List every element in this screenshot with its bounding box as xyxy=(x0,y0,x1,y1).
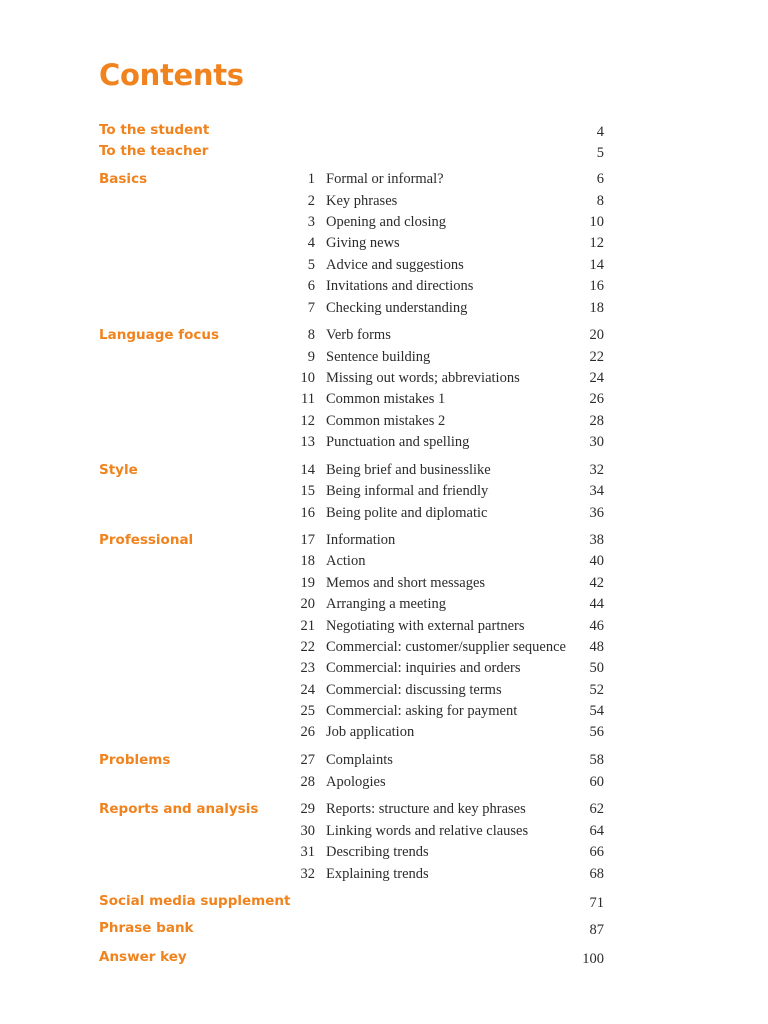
unit-title: Arranging a meeting xyxy=(326,596,446,612)
page-number: 60 xyxy=(589,774,604,790)
appendix-label: Answer key xyxy=(99,949,187,965)
page-title: Contents xyxy=(99,58,244,92)
unit-title: Opening and closing xyxy=(326,214,447,230)
unit-row xyxy=(290,392,604,410)
unit-row xyxy=(290,576,604,594)
unit-title: Commercial: asking for payment xyxy=(326,703,518,719)
unit-number: 9 xyxy=(307,349,315,365)
unit-row xyxy=(290,802,604,820)
page-number: 22 xyxy=(589,349,604,365)
unit-title: Action xyxy=(326,553,366,569)
page-number: 71 xyxy=(589,895,604,911)
page-number: 64 xyxy=(589,823,604,839)
unit-row xyxy=(290,463,604,481)
page-number: 42 xyxy=(589,575,604,591)
unit-number: 3 xyxy=(307,214,315,230)
unit-title: Commercial: inquiries and orders xyxy=(326,660,521,676)
unit-row xyxy=(290,640,604,658)
unit-title: Being polite and diplomatic xyxy=(326,505,488,521)
page-number: 46 xyxy=(589,618,604,634)
unit-title: Common mistakes 1 xyxy=(326,391,446,407)
unit-title: Job application xyxy=(326,724,415,740)
unit-title: Common mistakes 2 xyxy=(326,413,446,429)
unit-title: Giving news xyxy=(326,235,400,251)
page-number: 36 xyxy=(589,505,604,521)
unit-title: Complaints xyxy=(326,752,393,768)
page-number: 56 xyxy=(589,724,604,740)
page-number: 20 xyxy=(589,327,604,343)
unit-row xyxy=(290,753,604,771)
unit-number: 31 xyxy=(300,844,315,860)
page-number: 50 xyxy=(589,660,604,676)
page-number: 44 xyxy=(589,596,604,612)
appendix-label: Phrase bank xyxy=(99,920,194,936)
unit-number: 24 xyxy=(300,682,315,698)
page-number: 4 xyxy=(596,124,604,140)
unit-number: 5 xyxy=(307,257,315,273)
unit-title: Being informal and friendly xyxy=(326,483,489,499)
unit-title: Formal or informal? xyxy=(326,171,444,187)
unit-number: 25 xyxy=(300,703,315,719)
page-number: 14 xyxy=(589,257,604,273)
unit-row xyxy=(290,215,604,233)
appendix-row xyxy=(99,895,604,915)
page-number: 38 xyxy=(589,532,604,548)
section-heading: Reports and analysis xyxy=(99,801,259,817)
unit-number: 7 xyxy=(307,300,315,316)
unit-row xyxy=(290,845,604,863)
unit-row xyxy=(290,258,604,276)
unit-row xyxy=(290,725,604,743)
unit-title: Information xyxy=(326,532,396,548)
unit-number: 8 xyxy=(307,327,315,343)
page-number: 58 xyxy=(589,752,604,768)
section-heading: Style xyxy=(99,462,138,478)
unit-title: Being brief and businesslike xyxy=(326,462,491,478)
page-number: 8 xyxy=(596,193,604,209)
unit-row xyxy=(290,301,604,319)
unit-title: Invitations and directions xyxy=(326,278,474,294)
unit-row xyxy=(290,824,604,842)
page-number: 66 xyxy=(589,844,604,860)
unit-number: 12 xyxy=(300,413,315,429)
unit-title: Explaining trends xyxy=(326,866,429,882)
unit-title: Punctuation and spelling xyxy=(326,434,470,450)
page-number: 68 xyxy=(589,866,604,882)
unit-number: 21 xyxy=(300,618,315,634)
page-number: 40 xyxy=(589,553,604,569)
unit-number: 16 xyxy=(300,505,315,521)
unit-title: Linking words and relative clauses xyxy=(326,823,529,839)
page-number: 32 xyxy=(589,462,604,478)
unit-number: 4 xyxy=(307,235,315,251)
unit-row xyxy=(290,279,604,297)
unit-title: Sentence building xyxy=(326,349,431,365)
unit-number: 29 xyxy=(300,801,315,817)
unit-title: Commercial: customer/supplier sequence xyxy=(326,639,566,655)
unit-row xyxy=(290,661,604,679)
unit-row xyxy=(290,435,604,453)
unit-title: Describing trends xyxy=(326,844,429,860)
unit-row xyxy=(290,867,604,885)
unit-number: 2 xyxy=(307,193,315,209)
unit-number: 19 xyxy=(300,575,315,591)
section-heading: Language focus xyxy=(99,327,220,343)
unit-title: Apologies xyxy=(326,774,386,790)
page-number: 12 xyxy=(589,235,604,251)
unit-number: 32 xyxy=(300,866,315,882)
intro-row xyxy=(99,124,604,144)
unit-row xyxy=(290,683,604,701)
appendix-row xyxy=(99,922,604,942)
unit-title: Negotiating with external partners xyxy=(326,618,525,634)
unit-title: Missing out words; abbreviations xyxy=(326,370,520,386)
unit-number: 14 xyxy=(300,462,315,478)
intro-row xyxy=(99,145,604,165)
unit-title: Commercial: discussing terms xyxy=(326,682,502,698)
section-heading: Professional xyxy=(99,532,194,548)
unit-number: 17 xyxy=(300,532,315,548)
page-number: 6 xyxy=(596,171,604,187)
page-number: 52 xyxy=(589,682,604,698)
unit-number: 13 xyxy=(300,434,315,450)
unit-title: Verb forms xyxy=(326,327,391,343)
unit-number: 28 xyxy=(300,774,315,790)
intro-label: To the student xyxy=(99,122,210,138)
unit-row xyxy=(290,484,604,502)
unit-number: 1 xyxy=(307,171,315,187)
unit-row xyxy=(290,554,604,572)
unit-number: 23 xyxy=(300,660,315,676)
unit-number: 11 xyxy=(301,391,315,407)
unit-row xyxy=(290,194,604,212)
page-number: 87 xyxy=(589,922,604,938)
page-number: 24 xyxy=(589,370,604,386)
unit-row xyxy=(290,506,604,524)
page-number: 16 xyxy=(589,278,604,294)
unit-row xyxy=(290,414,604,432)
unit-row xyxy=(290,597,604,615)
page-number: 30 xyxy=(589,434,604,450)
page-number: 28 xyxy=(589,413,604,429)
page-number: 26 xyxy=(589,391,604,407)
unit-row xyxy=(290,371,604,389)
unit-row xyxy=(290,775,604,793)
unit-title: Memos and short messages xyxy=(326,575,486,591)
unit-row xyxy=(290,350,604,368)
page-number: 100 xyxy=(582,951,604,967)
page-number: 5 xyxy=(596,145,604,161)
page-number: 10 xyxy=(589,214,604,230)
appendix-label: Social media supplement xyxy=(99,893,291,909)
unit-number: 20 xyxy=(300,596,315,612)
unit-title: Reports: structure and key phrases xyxy=(326,801,526,817)
page-number: 54 xyxy=(589,703,604,719)
unit-title: Checking understanding xyxy=(326,300,468,316)
unit-number: 15 xyxy=(300,483,315,499)
unit-row xyxy=(290,533,604,551)
page-number: 34 xyxy=(589,483,604,499)
unit-title: Key phrases xyxy=(326,193,398,209)
unit-number: 22 xyxy=(300,639,315,655)
unit-row xyxy=(290,704,604,722)
unit-number: 27 xyxy=(300,752,315,768)
appendix-row xyxy=(99,951,604,971)
section-heading: Problems xyxy=(99,752,171,768)
page-number: 48 xyxy=(589,639,604,655)
page-number: 62 xyxy=(589,801,604,817)
intro-label: To the teacher xyxy=(99,143,209,159)
unit-title: Advice and suggestions xyxy=(326,257,464,273)
unit-number: 10 xyxy=(300,370,315,386)
unit-number: 30 xyxy=(300,823,315,839)
unit-row xyxy=(290,236,604,254)
unit-number: 6 xyxy=(307,278,315,294)
section-heading: Basics xyxy=(99,171,148,187)
unit-row xyxy=(290,619,604,637)
unit-number: 26 xyxy=(300,724,315,740)
unit-row xyxy=(290,328,604,346)
unit-row xyxy=(290,172,604,190)
page-number: 18 xyxy=(589,300,604,316)
unit-number: 18 xyxy=(300,553,315,569)
